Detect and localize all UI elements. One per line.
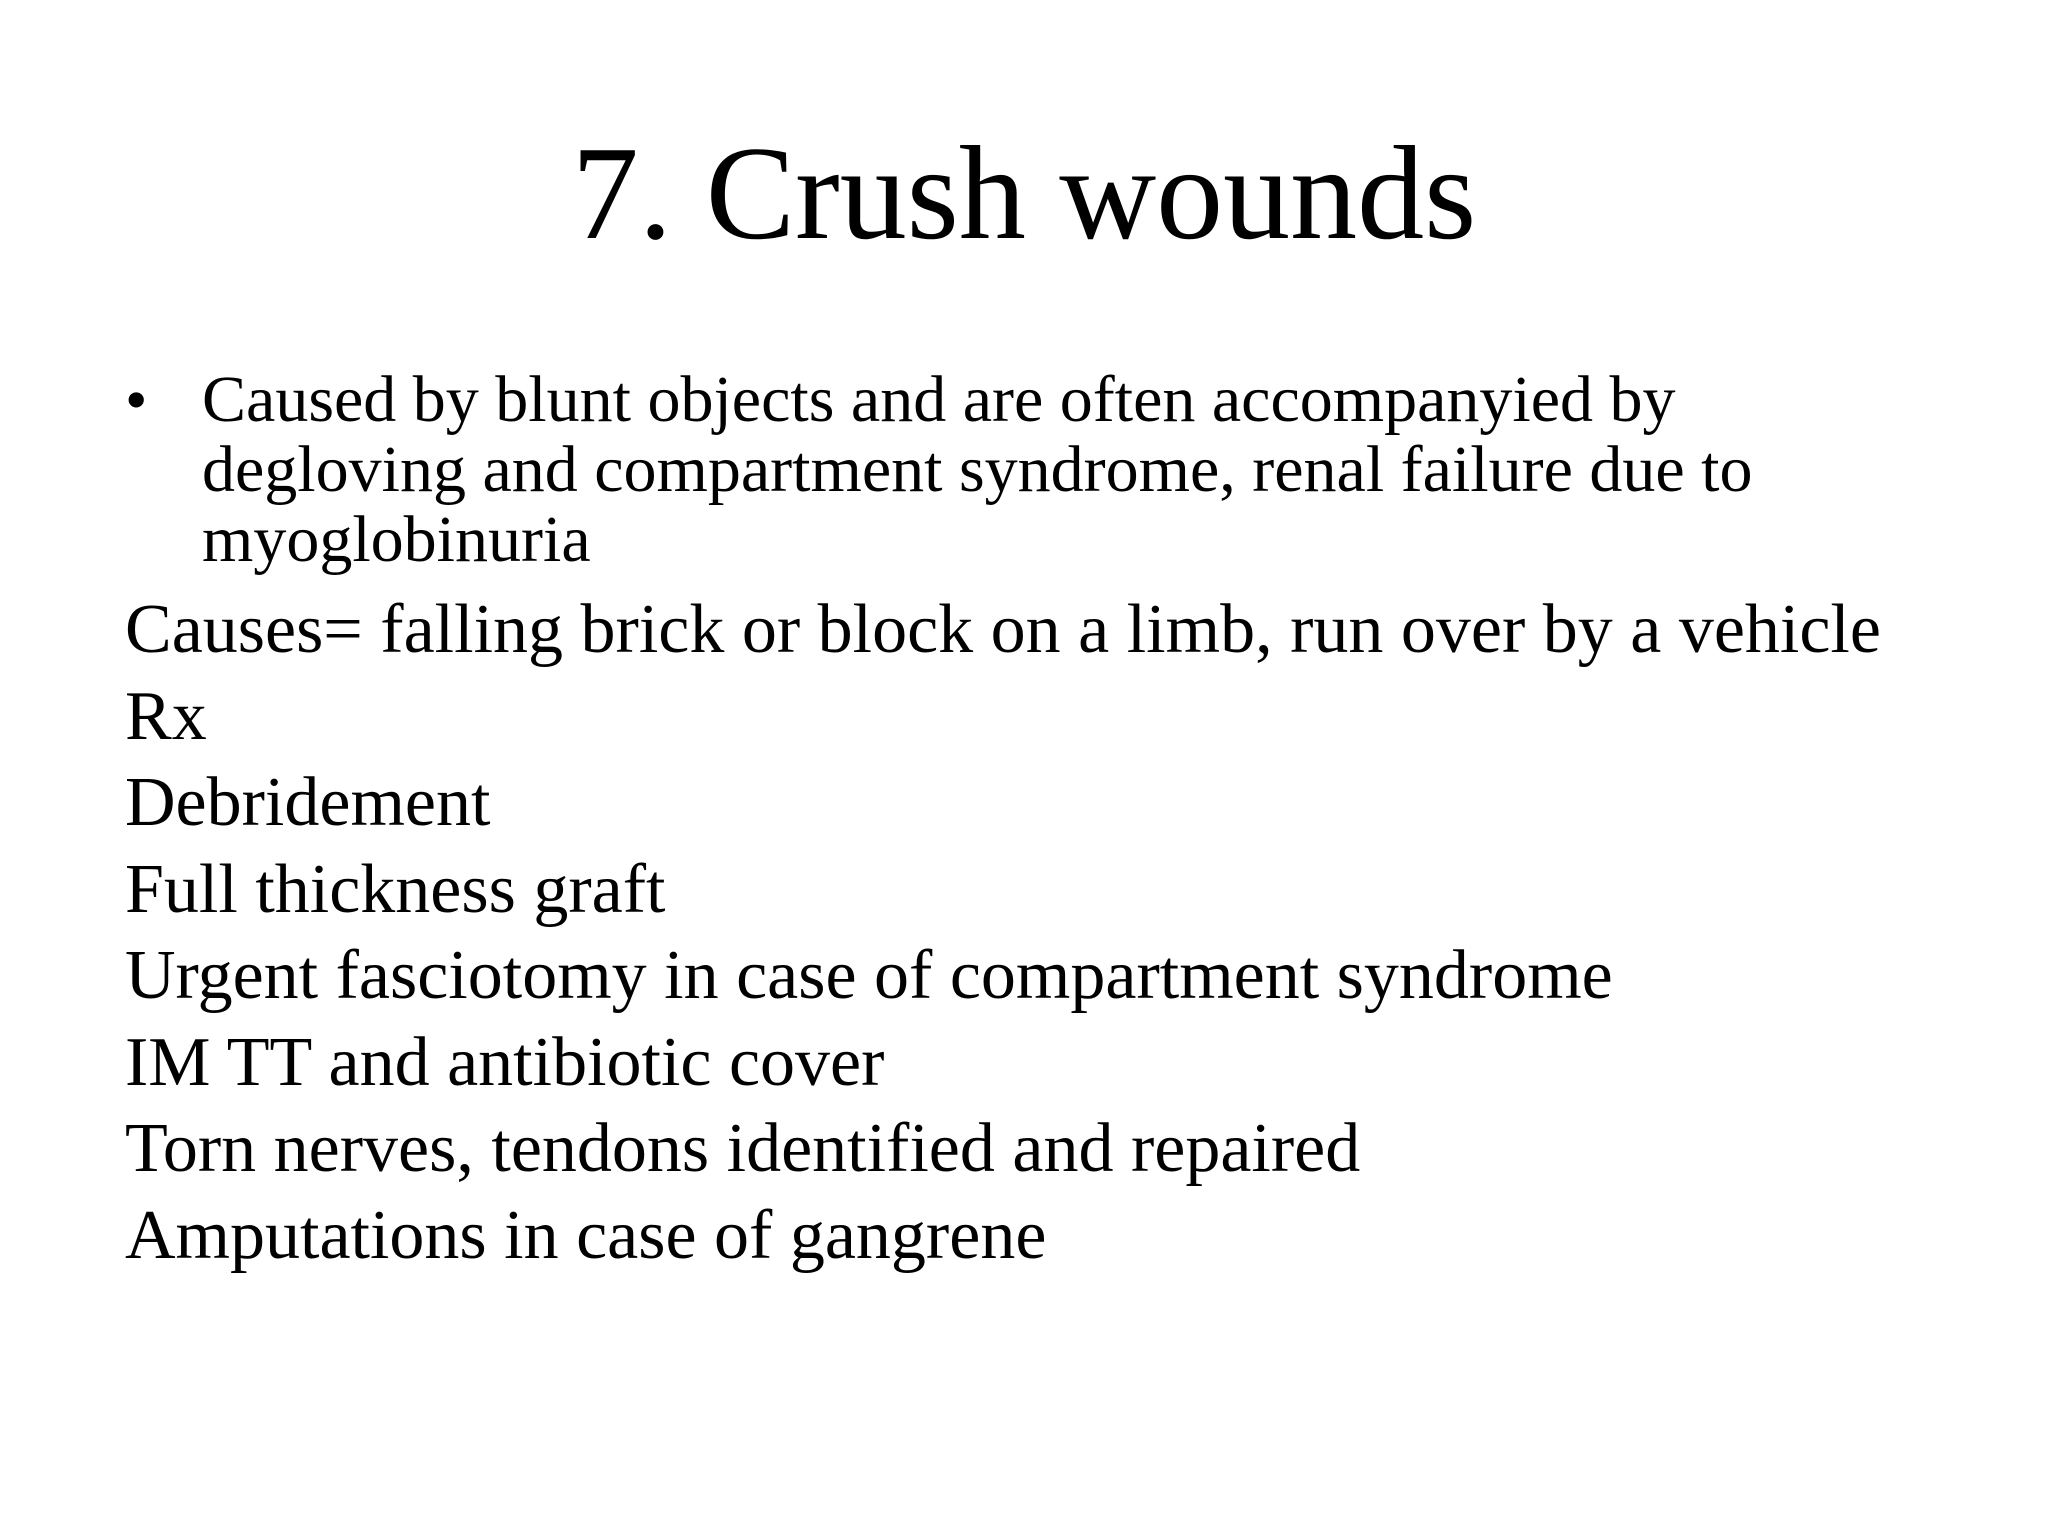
content-line-antibiotic: IM TT and antibiotic cover [125,1023,885,1101]
content-line-fasciotomy: Urgent fasciotomy in case of compartment syndrome [125,937,1613,1014]
bullet-item [125,365,1925,575]
content-line-debridement: Debridement [125,764,491,841]
content-lines [125,587,2025,1279]
content-line-amputation: Amputations in case of gangrene [125,1196,1047,1274]
bullet-text: Caused by blunt objects and are often accompanyied by degloving and compartment syndrome, renal failure due to myoglobinuria [202,363,1753,576]
bullet-marker: • [125,364,148,435]
slide-title: 7. Crush wounds [571,119,1477,267]
content-line-repair: Torn nerves, tendons identified and repaired [125,1110,1361,1187]
content-line-causes: Causes= falling brick or block on a limb, run over by a vehicle [125,591,1881,668]
content-line-graft: Full thickness graft [125,850,666,928]
content-line-rx: Rx [125,677,207,755]
